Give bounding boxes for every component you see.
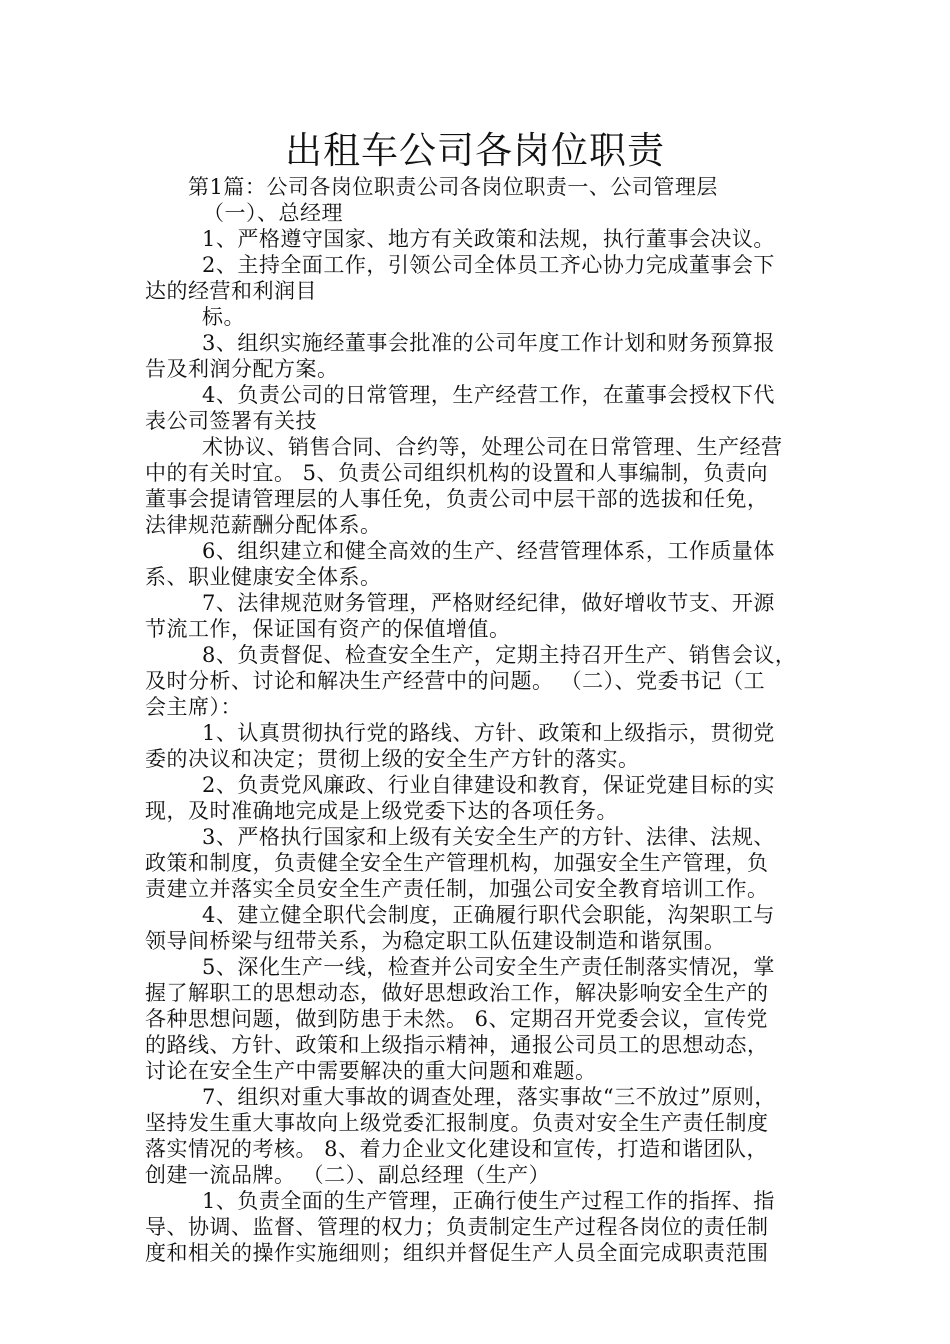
paragraph-line: 2、负责党风廉政、行业自律建设和教育，保证党建目标的实 — [202, 773, 775, 797]
paragraph-line: 中的有关时宜。 5、负责公司组织机构的设置和人事编制，负责向 — [145, 461, 769, 485]
paragraph-line: 4、负责公司的日常管理，生产经营工作，在董事会授权下代 — [202, 383, 775, 407]
paragraph-line: 各种思想问题，做到防患于未然。 6、定期召开党委会议，宣传党 — [145, 1007, 769, 1031]
paragraph-line: 坚持发生重大事故向上级党委汇报制度。负责对安全生产责任制度 — [145, 1111, 769, 1135]
paragraph-line: 1、负责全面的生产管理，正确行使生产过程工作的指挥、指 — [202, 1189, 775, 1213]
paragraph-line: 现，及时准确地完成是上级党委下达的各项任务。 — [145, 799, 618, 823]
paragraph-line: 3、组织实施经董事会批准的公司年度工作计划和财务预算报 — [202, 331, 775, 355]
paragraph-line: 标。 — [202, 305, 245, 329]
paragraph-line: 导、协调、监督、管理的权力；负责制定生产过程各岗位的责任制 — [145, 1215, 769, 1239]
paragraph-line: 6、组织建立和健全高效的生产、经营管理体系，工作质量体 — [202, 539, 775, 563]
paragraph-line: 董事会提请管理层的人事任免，负责公司中层干部的选拔和任免， — [145, 487, 769, 511]
paragraph-line: 1、认真贯彻执行党的路线、方针、政策和上级指示，贯彻党 — [202, 721, 775, 745]
paragraph-line: 会主席）： — [145, 695, 242, 719]
paragraph-line: 委的决议和决定；贯彻上级的安全生产方针的落实。 — [145, 747, 640, 771]
paragraph-line: 责建立并落实全员安全生产责任制，加强公司安全教育培训工作。 — [145, 877, 769, 901]
paragraph-line: 领导间桥梁与纽带关系，为稳定职工队伍建设制造和谐氛围。 — [145, 929, 726, 953]
paragraph-line: 达的经营和利润目 — [145, 279, 317, 303]
paragraph-line: 3、严格执行国家和上级有关安全生产的方针、法律、法规、 — [202, 825, 775, 849]
paragraph-line: 系、职业健康安全体系。 — [145, 565, 382, 589]
paragraph-line: 创建一流品牌。 （二）、副总经理（生产） — [145, 1163, 551, 1187]
heading-line: 第1篇：公司各岗位职责公司各岗位职责一、公司管理层 — [188, 175, 718, 199]
paragraph-line: 政策和制度，负责健全安全生产管理机构，加强安全生产管理，负 — [145, 851, 769, 875]
paragraph-line: 的路线、方针、政策和上级指示精神，通报公司员工的思想动态， — [145, 1033, 769, 1057]
paragraph-line: 表公司签署有关技 — [145, 409, 317, 433]
section-heading: （一）、总经理 — [203, 201, 343, 225]
document-title: 出租车公司各岗位职责 — [285, 129, 665, 172]
paragraph-line: 7、法律规范财务管理，严格财经纪律，做好增收节支、开源 — [202, 591, 775, 615]
paragraph-line: 节流工作，保证国有资产的保值增值。 — [145, 617, 511, 641]
paragraph-line: 8、负责督促、检查安全生产，定期主持召开生产、销售会议， — [202, 643, 797, 667]
paragraph-line: 落实情况的考核。 8、着力企业文化建设和宣传，打造和谐团队， — [145, 1137, 769, 1161]
document-body — [145, 174, 817, 1266]
paragraph-line: 7、组织对重大事故的调查处理，落实事故“三不放过”原则， — [202, 1085, 776, 1109]
paragraph-line: 1、严格遵守国家、地方有关政策和法规，执行董事会决议。 — [202, 227, 775, 251]
paragraph-line: 术协议、销售合同、合约等，处理公司在日常管理、生产经营 — [202, 435, 783, 459]
paragraph-line: 2、主持全面工作，引领公司全体员工齐心协力完成董事会下 — [202, 253, 775, 277]
paragraph-line: 4、建立健全职代会制度，正确履行职代会职能，沟架职工与 — [202, 903, 775, 927]
paragraph-line: 度和相关的操作实施细则；组织并督促生产人员全面完成职责范围 — [145, 1241, 769, 1265]
paragraph-line: 法律规范薪酬分配体系。 — [145, 513, 382, 537]
paragraph-line: 告及利润分配方案。 — [145, 357, 339, 381]
paragraph-line: 及时分析、讨论和解决生产经营中的问题。 （二）、党委书记（工 — [145, 669, 766, 693]
paragraph-line: 讨论在安全生产中需要解决的重大问题和难题。 — [145, 1059, 597, 1083]
paragraph-line: 5、深化生产一线，检查并公司安全生产责任制落实情况，掌 — [202, 955, 775, 979]
paragraph-line: 握了解职工的思想动态，做好思想政治工作，解决影响安全生产的 — [145, 981, 769, 1005]
